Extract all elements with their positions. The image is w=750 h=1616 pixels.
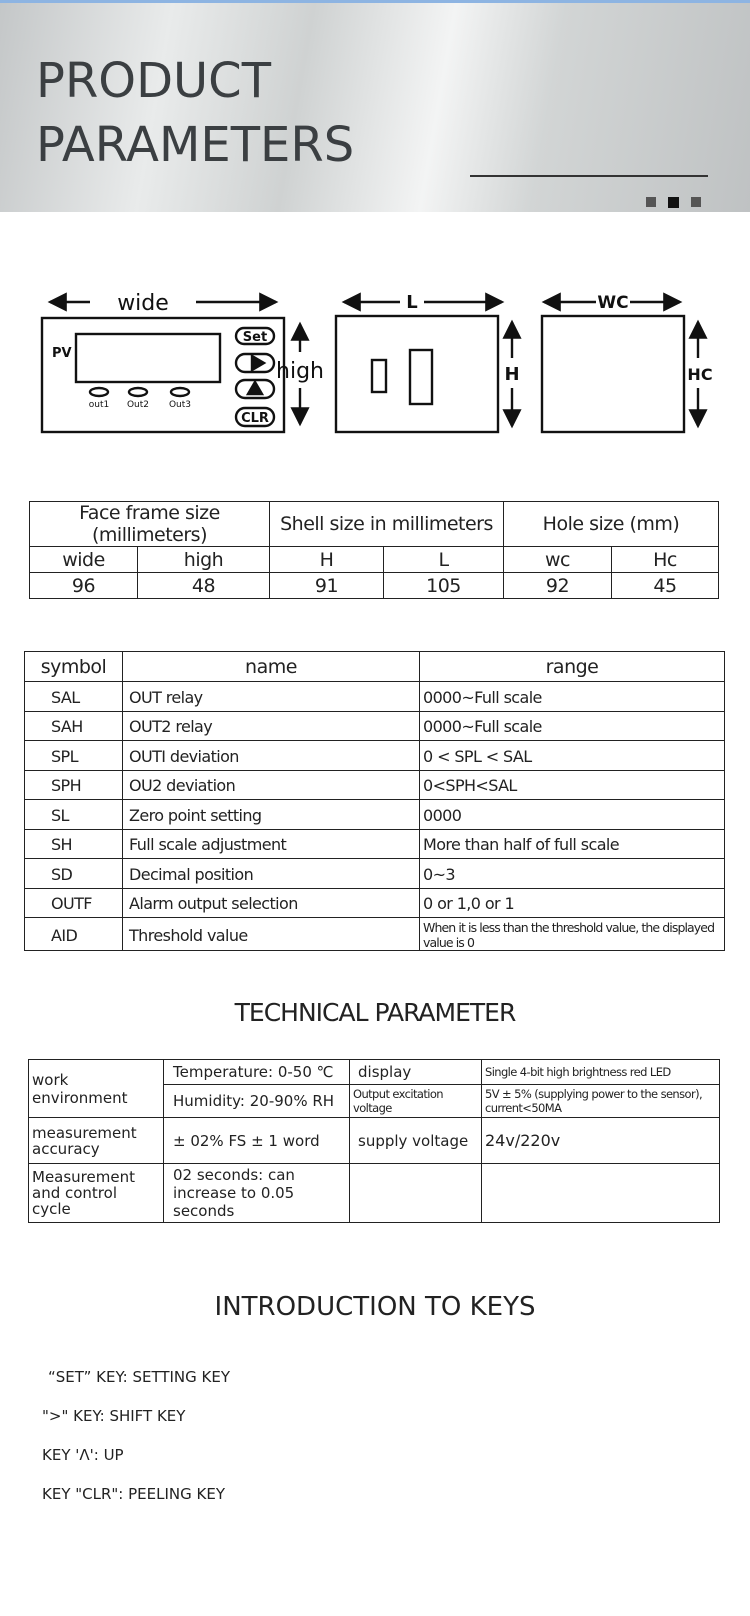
- title-line-2: PARAMETERS: [36, 117, 355, 173]
- cell-range: 0<SPH<SAL: [420, 770, 725, 800]
- cell-range: More than half of full scale: [420, 829, 725, 859]
- key-set-line: “SET” KEY: SETTING KEY: [48, 1368, 231, 1386]
- label-clr-key: CLR: [241, 411, 269, 426]
- label-out2: Out2: [126, 400, 150, 410]
- table-row: [25, 918, 725, 951]
- technical-parameter-title: TECHNICAL PARAMETER: [234, 998, 516, 1027]
- cell-excitation-label: Output excitation voltage: [350, 1085, 482, 1118]
- title-underline: [470, 175, 708, 177]
- cell-name: OUT2 relay: [123, 711, 420, 741]
- carousel-dot-active[interactable]: [668, 197, 679, 208]
- cell-empty: [482, 1164, 720, 1223]
- subheader-hc: Hc: [612, 547, 719, 573]
- cell-accuracy-label: measurement accuracy: [29, 1118, 164, 1164]
- page-title: [36, 49, 456, 177]
- table-row: [25, 770, 725, 800]
- label-hole-hc: HC: [687, 365, 713, 384]
- cell-empty: [350, 1164, 482, 1223]
- table-row: [29, 1060, 720, 1085]
- hole-drawing: [542, 302, 698, 432]
- cell-symbol: OUTF: [25, 888, 123, 918]
- key-shift-line: ">" KEY: SHIFT KEY: [42, 1407, 186, 1425]
- label-shell-h: H: [504, 364, 520, 385]
- label-out3: Out3: [168, 400, 192, 410]
- value-high: 48: [138, 573, 270, 599]
- table-row: [25, 741, 725, 771]
- cell-range: 0000: [420, 800, 725, 830]
- header-name: name: [123, 652, 420, 682]
- carousel-dot[interactable]: [691, 197, 701, 207]
- cell-name: Alarm output selection: [123, 888, 420, 918]
- table-row: [25, 859, 725, 889]
- cell-symbol: SAL: [25, 682, 123, 712]
- key-up-line: KEY 'Λ': UP: [42, 1446, 124, 1464]
- label-out1: out1: [88, 400, 110, 410]
- symbol-table: [24, 651, 725, 951]
- cell-supply-value: 24v/220v: [482, 1118, 720, 1164]
- cell-temperature: Temperature: 0-50 ℃: [164, 1060, 350, 1085]
- cell-name: OUTI deviation: [123, 741, 420, 771]
- subheader-wide: wide: [30, 547, 138, 573]
- dimension-diagram: [30, 270, 730, 450]
- cell-excitation-value: 5V ± 5% (supplying power to the sensor), current<50MA: [482, 1085, 720, 1118]
- cell-name: Full scale adjustment: [123, 829, 420, 859]
- group-face-frame: Face frame size (millimeters): [30, 502, 270, 547]
- key-clr-line: KEY "CLR": PEELING KEY: [42, 1485, 225, 1503]
- cell-name: OU2 deviation: [123, 770, 420, 800]
- size-table: [29, 501, 719, 599]
- group-hole-size: Hole size (mm): [504, 502, 719, 547]
- cell-supply-label: supply voltage: [350, 1118, 482, 1164]
- cell-cycle-value: 02 seconds: can increase to 0.05 seconds: [164, 1164, 350, 1223]
- label-hole-wc: WC: [597, 293, 629, 313]
- carousel-dots: [646, 197, 701, 208]
- cell-cycle-label: Measurement and control cycle: [29, 1164, 164, 1223]
- header-range: range: [420, 652, 725, 682]
- value-h: 91: [270, 573, 384, 599]
- size-table-group-row: [30, 502, 719, 547]
- cell-range: When it is less than the threshold value, the displayed value is 0: [420, 918, 725, 951]
- label-shell-l: L: [406, 292, 418, 313]
- technical-table: [28, 1059, 720, 1223]
- shell-drawing: [336, 302, 512, 432]
- cell-humidity: Humidity: 20-90% RH: [164, 1085, 350, 1118]
- label-wide: wide: [117, 291, 169, 316]
- value-hc: 45: [612, 573, 719, 599]
- table-row: [29, 1118, 720, 1164]
- size-table-subheader-row: [30, 547, 719, 573]
- table-row: [25, 711, 725, 741]
- cell-symbol: SPH: [25, 770, 123, 800]
- cell-work-env-label: work environment: [29, 1060, 164, 1118]
- cell-symbol: SAH: [25, 711, 123, 741]
- keys-title: INTRODUCTION TO KEYS: [214, 1292, 536, 1322]
- value-l: 105: [384, 573, 504, 599]
- table-row: [25, 682, 725, 712]
- value-wide: 96: [30, 573, 138, 599]
- label-pv: PV: [52, 346, 72, 361]
- subheader-wc: wc: [504, 547, 612, 573]
- subheader-high: high: [138, 547, 270, 573]
- table-row: [25, 829, 725, 859]
- cell-accuracy-value: ± 02% FS ± 1 word: [164, 1118, 350, 1164]
- subheader-h: H: [270, 547, 384, 573]
- cell-range: 0~3: [420, 859, 725, 889]
- cell-name: Zero point setting: [123, 800, 420, 830]
- cell-range: 0 or 1,0 or 1: [420, 888, 725, 918]
- header-symbol: symbol: [25, 652, 123, 682]
- size-table-value-row: [30, 573, 719, 599]
- cell-symbol: AID: [25, 918, 123, 951]
- cell-name: Decimal position: [123, 859, 420, 889]
- carousel-dot[interactable]: [646, 197, 656, 207]
- cell-range: 0 < SPL < SAL: [420, 741, 725, 771]
- group-shell-size: Shell size in millimeters: [270, 502, 504, 547]
- cell-symbol: SD: [25, 859, 123, 889]
- cell-symbol: SPL: [25, 741, 123, 771]
- cell-symbol: SH: [25, 829, 123, 859]
- table-row: [29, 1164, 720, 1223]
- subheader-l: L: [384, 547, 504, 573]
- symbol-table-header: [25, 652, 725, 682]
- cell-range: 0000~Full scale: [420, 711, 725, 741]
- label-high: high: [276, 359, 324, 384]
- title-line-1: PRODUCT: [36, 53, 272, 109]
- cell-display-value: Single 4-bit high brightness red LED: [482, 1060, 720, 1085]
- header-banner: [0, 0, 750, 212]
- cell-symbol: SL: [25, 800, 123, 830]
- table-row: [25, 888, 725, 918]
- cell-range: 0000~Full scale: [420, 682, 725, 712]
- value-wc: 92: [504, 573, 612, 599]
- cell-name: OUT relay: [123, 682, 420, 712]
- cell-name: Threshold value: [123, 918, 420, 951]
- table-row: [25, 800, 725, 830]
- cell-display-label: display: [350, 1060, 482, 1085]
- label-set-key: Set: [242, 330, 268, 345]
